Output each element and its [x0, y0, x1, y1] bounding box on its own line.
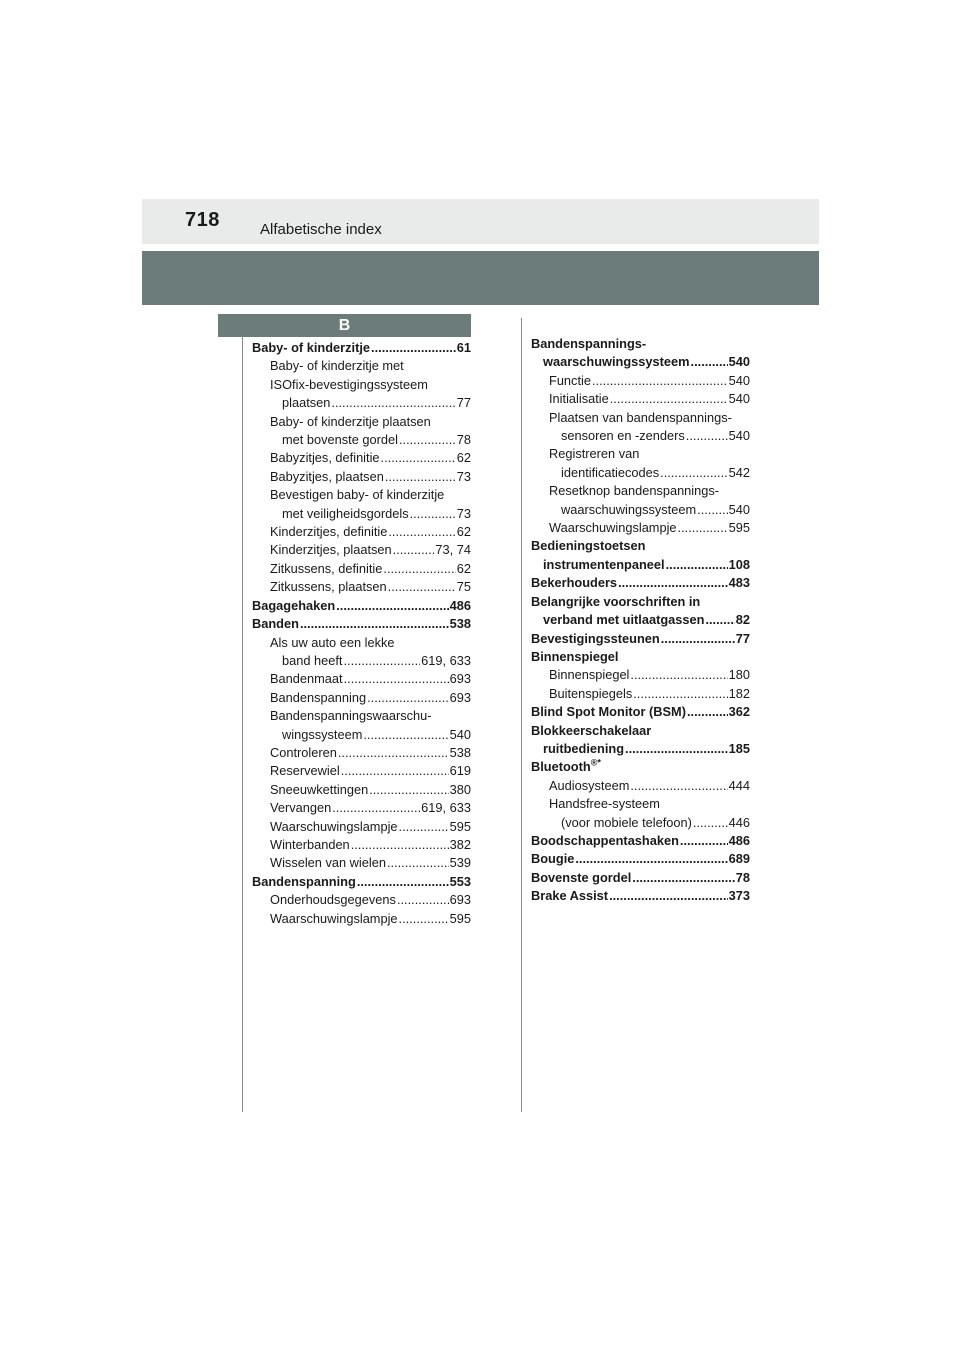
index-entry: [252, 523, 471, 541]
index-entry: [252, 781, 471, 799]
index-term-line: Plaatsen van bandenspannings-: [549, 409, 732, 425]
dot-leader: [338, 744, 449, 762]
index-term-row: [531, 685, 750, 703]
dot-leader: [344, 652, 421, 670]
dot-leader: [632, 869, 735, 887]
index-term-row: [531, 464, 750, 482]
index-term: Waarschuwingslampje: [549, 520, 677, 536]
index-term-row: [252, 781, 471, 799]
index-term-row: [252, 873, 471, 891]
index-term-row: [252, 910, 471, 928]
dot-leader: [575, 850, 727, 868]
index-term-row: [252, 449, 471, 467]
index-term-row: [252, 818, 471, 836]
index-entry: [531, 482, 750, 519]
index-term-line: Handsfree-systeem: [549, 796, 660, 812]
page-header: [142, 199, 819, 244]
page-reference: 540: [728, 354, 750, 370]
index-term: Audiosysteem: [549, 777, 630, 793]
index-term: Bandenspanning: [270, 689, 367, 705]
index-entry: [531, 519, 750, 537]
dot-leader: [660, 464, 727, 482]
index-term-row: [252, 394, 471, 412]
index-term: Babyzitjes, plaatsen: [270, 468, 384, 484]
page-reference: 185: [728, 740, 750, 756]
index-entry: [252, 560, 471, 578]
index-heading: Binnenspiegel: [531, 648, 619, 664]
page-reference: 78: [456, 432, 471, 448]
index-term: Zitkussens, definitie: [270, 560, 383, 576]
index-term: Wisselen van wielen: [270, 855, 386, 871]
index-term-row: [252, 854, 471, 872]
page-reference: 483: [728, 575, 750, 591]
dot-leader: [410, 505, 456, 523]
page-reference: 82: [735, 612, 750, 628]
index-term: Kinderzitjes, plaatsen: [270, 542, 392, 558]
page-reference: 538: [449, 616, 471, 632]
index-entry: [531, 795, 750, 832]
dot-leader: [666, 556, 728, 574]
index-term: Bekerhouders: [531, 575, 618, 591]
dot-leader: [388, 523, 455, 541]
index-term: Kinderzitjes, definitie: [270, 524, 388, 540]
index-heading: Bluetooth®*: [531, 758, 601, 775]
index-term: waarschuwingssysteem: [561, 501, 697, 517]
index-term-row: [531, 814, 750, 832]
index-entry: [252, 357, 471, 412]
page-reference: 619, 633: [421, 652, 471, 668]
index-term: Brake Assist: [531, 888, 609, 904]
index-term: instrumentenpaneel: [543, 556, 665, 572]
index-term: Binnenspiegel: [549, 667, 630, 683]
page-reference: 553: [449, 873, 471, 889]
index-term: Sneeuwkettingen: [270, 781, 369, 797]
dot-leader: [399, 818, 449, 836]
page-reference: 75: [456, 579, 471, 595]
index-term: band heeft: [282, 652, 343, 668]
index-term-line: Bedieningstoetsen: [531, 538, 646, 554]
index-term-row: [531, 703, 750, 721]
index-term: Vervangen: [270, 800, 332, 816]
dot-leader: [399, 910, 449, 928]
page-reference: 693: [449, 671, 471, 687]
page-reference: 540: [728, 372, 750, 388]
index-term: identificatiecodes: [561, 464, 660, 480]
index-term-row: [252, 615, 471, 633]
index-term: Waarschuwingslampje: [270, 910, 398, 926]
index-term-row: [252, 726, 471, 744]
index-letter-heading: B: [218, 314, 471, 337]
page-reference: 373: [728, 888, 750, 904]
dot-leader: [610, 390, 728, 408]
dot-leader: [399, 431, 456, 449]
index-entry: [531, 372, 750, 390]
dot-leader: [630, 666, 727, 684]
index-term-line: Blokkeerschakelaar: [531, 722, 652, 738]
column-rule-left: [242, 337, 243, 1112]
index-term-row: [531, 519, 750, 537]
index-column-right: [531, 335, 750, 906]
index-entry: [531, 335, 750, 372]
index-entry: [252, 670, 471, 688]
page-reference: 540: [728, 391, 750, 407]
index-term-row: [252, 560, 471, 578]
index-term-line: Bevestigen baby- of kinderzitje: [270, 487, 445, 503]
page-reference: 693: [449, 892, 471, 908]
index-term-line: Bandenspanningswaarschu-: [270, 708, 432, 724]
index-entry: [252, 541, 471, 559]
page-reference: 446: [728, 814, 750, 830]
index-term-row: [252, 762, 471, 780]
page-reference: 542: [728, 464, 750, 480]
page-reference: 540: [728, 428, 750, 444]
index-term: met veiligheidsgordels: [282, 505, 409, 521]
index-term: Banden: [252, 616, 299, 632]
index-entry: [531, 703, 750, 721]
page-reference: 693: [449, 689, 471, 705]
index-term: ruitbediening: [543, 740, 625, 756]
index-entry: [531, 722, 750, 759]
dot-leader: [387, 854, 449, 872]
index-entry: [531, 887, 750, 905]
page-reference: 486: [449, 597, 471, 613]
page-reference: 77: [735, 630, 750, 646]
index-term: Waarschuwingslampje: [270, 818, 398, 834]
dot-leader: [369, 781, 448, 799]
page-reference: 540: [449, 726, 471, 742]
dot-leader: [332, 799, 420, 817]
index-term: waarschuwingssysteem: [543, 354, 690, 370]
index-entry: [531, 630, 750, 648]
page-reference: 382: [449, 836, 471, 852]
index-term-row: [252, 891, 471, 909]
index-term-row: [531, 777, 750, 795]
dot-leader: [385, 468, 456, 486]
superscript-mark: ®*: [590, 758, 601, 769]
page-reference: 108: [728, 556, 750, 572]
page-reference: 595: [449, 818, 471, 834]
index-term-line: Belangrijke voorschriften in: [531, 593, 701, 609]
index-term: Bougie: [531, 851, 575, 867]
index-term-row: [252, 431, 471, 449]
index-entry: [531, 850, 750, 868]
index-term: Initialisatie: [549, 391, 609, 407]
index-entry: [252, 707, 471, 744]
index-entry: [252, 597, 471, 615]
page-reference: 62: [456, 450, 471, 466]
index-term-row: [252, 578, 471, 596]
dot-leader: [609, 887, 728, 905]
index-term: Bandenmaat: [270, 671, 343, 687]
dot-leader: [363, 726, 448, 744]
section-title: Alfabetische index: [260, 221, 382, 238]
index-entry: [531, 409, 750, 446]
index-term: Bagagehaken: [252, 597, 336, 613]
index-entry: [252, 818, 471, 836]
index-term: plaatsen: [282, 395, 331, 411]
index-term: Buitenspiegels: [549, 685, 633, 701]
dot-leader: [341, 762, 449, 780]
header-band: [142, 251, 819, 305]
index-term-row: [531, 556, 750, 574]
index-term: Baby- of kinderzitje: [252, 340, 371, 355]
page-reference: 619: [449, 763, 471, 779]
index-term-line: Baby- of kinderzitje met: [270, 358, 404, 374]
dot-leader: [691, 353, 728, 371]
index-entry: [252, 339, 471, 357]
index-entry: [252, 615, 471, 633]
index-entry: [531, 666, 750, 684]
index-term-row: [252, 339, 471, 357]
index-term-row: [531, 611, 750, 629]
dot-leader: [633, 685, 727, 703]
index-entry: [252, 468, 471, 486]
index-term-row: [531, 390, 750, 408]
dot-leader: [592, 372, 728, 390]
page-reference: 380: [449, 781, 471, 797]
index-term-line: Resetknop bandenspannings-: [549, 483, 720, 499]
index-entry: [252, 449, 471, 467]
page-reference: 444: [728, 777, 750, 793]
index-term-line: ISOfix-bevestigingssysteem: [270, 376, 428, 392]
index-term-line: Bandenspannings-: [531, 336, 647, 351]
index-term: met bovenste gordel: [282, 432, 398, 448]
index-term: Functie: [549, 372, 591, 388]
page-reference: 77: [456, 395, 471, 411]
index-term-row: [531, 501, 750, 519]
index-term: Zitkussens, plaatsen: [270, 579, 387, 595]
index-term: Winterbanden: [270, 836, 350, 852]
index-term-row: [252, 689, 471, 707]
index-entry: [252, 799, 471, 817]
dot-leader: [678, 519, 728, 537]
index-term-row: [252, 541, 471, 559]
index-entry: [252, 634, 471, 671]
index-term-row: [531, 427, 750, 445]
dot-leader: [686, 427, 728, 445]
index-term: (voor mobiele telefoon): [561, 814, 692, 830]
index-entry: [252, 689, 471, 707]
dot-leader: [705, 611, 734, 629]
index-term: Bovenste gordel: [531, 869, 632, 885]
index-column-left: [252, 339, 471, 928]
index-term-row: [252, 670, 471, 688]
index-term-row: [531, 574, 750, 592]
index-term-row: [252, 744, 471, 762]
page-reference: 619, 633: [421, 800, 471, 816]
index-term: verband met uitlaatgassen: [543, 612, 705, 628]
index-entry: [252, 413, 471, 450]
page-reference: 540: [728, 501, 750, 517]
index-term-row: [531, 372, 750, 390]
index-term-line: Registreren van: [549, 446, 640, 462]
page-reference: 180: [728, 667, 750, 683]
index-term: Babyzitjes, definitie: [270, 450, 380, 466]
index-entry: [531, 777, 750, 795]
dot-leader: [383, 560, 455, 578]
dot-leader: [680, 832, 728, 850]
dot-leader: [381, 449, 456, 467]
index-entry: [531, 574, 750, 592]
page-reference: 486: [728, 832, 750, 848]
dot-leader: [344, 670, 449, 688]
dot-leader: [661, 630, 735, 648]
index-entry: [531, 445, 750, 482]
index-term-row: [531, 353, 750, 371]
index-term-row: [252, 468, 471, 486]
page-reference: 62: [456, 524, 471, 540]
index-term-line: Als uw auto een lekke: [270, 634, 395, 650]
index-term-row: [531, 630, 750, 648]
index-term-row: [531, 666, 750, 684]
index-entry: [531, 758, 750, 776]
dot-leader: [351, 836, 449, 854]
column-rule-right: [521, 318, 522, 1112]
index-term: sensoren en -zenders: [561, 428, 685, 444]
page-reference: 73, 74: [435, 542, 471, 558]
index-term-row: [531, 850, 750, 868]
index-term: Boodschappentashaken: [531, 832, 679, 848]
index-term: Bandenspanning: [252, 873, 356, 889]
index-term-row: [252, 523, 471, 541]
index-entry: [531, 832, 750, 850]
index-entry: [531, 537, 750, 574]
index-entry: [252, 836, 471, 854]
dot-leader: [697, 501, 728, 519]
dot-leader: [371, 339, 456, 357]
page-reference: 595: [728, 520, 750, 536]
page-reference: 78: [735, 869, 750, 885]
dot-leader: [331, 394, 455, 412]
index-entry: [252, 891, 471, 909]
page-reference: 62: [456, 560, 471, 576]
dot-leader: [397, 891, 449, 909]
dot-leader: [618, 574, 728, 592]
index-term: Blind Spot Monitor (BSM): [531, 704, 686, 720]
page-reference: 73: [456, 505, 471, 521]
index-entry: [252, 744, 471, 762]
page-reference: 539: [449, 855, 471, 871]
dot-leader: [336, 597, 448, 615]
dot-leader: [393, 541, 435, 559]
dot-leader: [367, 689, 449, 707]
dot-leader: [687, 703, 728, 721]
page-reference: 689: [728, 851, 750, 867]
index-entry: [531, 869, 750, 887]
index-term-row: [252, 597, 471, 615]
index-term-row: [252, 652, 471, 670]
page-reference: 538: [449, 744, 471, 760]
index-term-row: [531, 832, 750, 850]
index-term-row: [252, 799, 471, 817]
index-entry: [252, 854, 471, 872]
index-term: wingssysteem: [282, 726, 363, 742]
index-entry: [252, 762, 471, 780]
index-entry: [252, 486, 471, 523]
index-term: Controleren: [270, 744, 337, 760]
dot-leader: [630, 777, 727, 795]
index-entry: [252, 910, 471, 928]
index-term: Reservewiel: [270, 763, 340, 779]
page-number: 718: [185, 209, 220, 231]
index-term: Bevestigingssteunen: [531, 630, 660, 646]
dot-leader: [625, 740, 728, 758]
page-reference: 73: [456, 468, 471, 484]
index-term-line: Baby- of kinderzitje plaatsen: [270, 413, 431, 429]
index-entry: [531, 685, 750, 703]
page-reference: 362: [728, 704, 750, 720]
page-reference: 61: [456, 340, 471, 355]
page-reference: 182: [728, 685, 750, 701]
index-term-row: [531, 869, 750, 887]
index-term-row: [531, 740, 750, 758]
index-term-row: [252, 836, 471, 854]
index-term: Onderhoudsgegevens: [270, 892, 396, 908]
page-reference: 595: [449, 910, 471, 926]
dot-leader: [357, 873, 449, 891]
dot-leader: [300, 615, 449, 633]
dot-leader: [388, 578, 456, 596]
dot-leader: [693, 814, 728, 832]
index-entry: [252, 873, 471, 891]
index-term-row: [531, 887, 750, 905]
index-entry: [531, 648, 750, 666]
index-entry: [531, 390, 750, 408]
index-entry: [531, 593, 750, 630]
index-term-row: [252, 505, 471, 523]
index-entry: [252, 578, 471, 596]
